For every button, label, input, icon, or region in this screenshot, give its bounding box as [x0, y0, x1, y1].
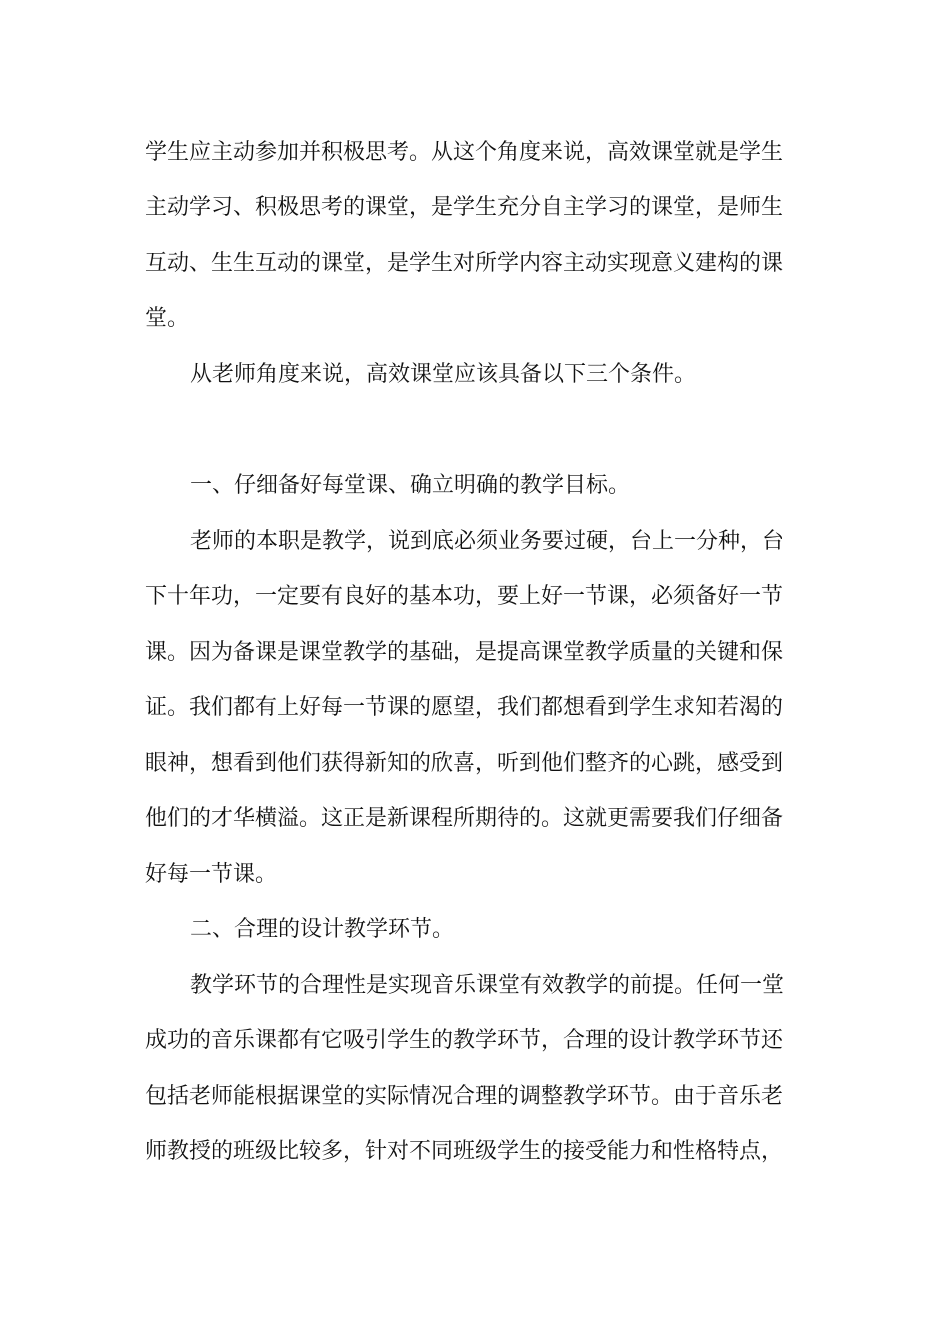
- section-heading-1: 一、仔细备好每堂课、确立明确的教学目标。: [190, 473, 631, 498]
- paragraph-1-line-3: 互动、生生互动的课堂，是学生对所学内容主动实现意义建构的课: [145, 251, 784, 276]
- paragraph-6-line-1: 教学环节的合理性是实现音乐课堂有效教学的前提。任何一堂: [190, 973, 785, 998]
- paragraph-4-line-7: 好每一节课。: [145, 862, 278, 887]
- paragraph-4-line-4: 证。我们都有上好每一节课的愿望，我们都想看到学生求知若渴的: [145, 695, 784, 720]
- paragraph-6-line-3: 包括老师能根据课堂的实际情况合理的调整教学环节。由于音乐老: [145, 1084, 784, 1109]
- paragraph-4-line-2: 下十年功，一定要有良好的基本功，要上好一节课，必须备好一节: [145, 584, 784, 609]
- paragraph-1-line-4: 堂。: [145, 306, 190, 331]
- paragraph-6-line-4: 师教授的班级比较多，针对不同班级学生的接受能力和性格特点，: [145, 1139, 784, 1164]
- paragraph-4-line-6: 他们的才华横溢。这正是新课程所期待的。这就更需要我们仔细备: [145, 806, 784, 831]
- paragraph-1-line-1: 学生应主动参加并积极思考。从这个角度来说，高效课堂就是学生: [145, 140, 784, 165]
- paragraph-4-line-1: 老师的本职是教学，说到底必须业务要过硬，台上一分种，台: [190, 529, 785, 554]
- paragraph-1-line-2: 主动学习、积极思考的课堂，是学生充分自主学习的课堂，是师生: [145, 195, 784, 220]
- paragraph-2-line-1: 从老师角度来说，高效课堂应该具备以下三个条件。: [190, 362, 697, 387]
- paragraph-6-line-2: 成功的音乐课都有它吸引学生的教学环节，合理的设计教学环节还: [145, 1028, 784, 1053]
- paragraph-4-line-3: 课。因为备课是课堂教学的基础，是提高课堂教学质量的关键和保: [145, 640, 784, 665]
- section-heading-2: 二、合理的设计教学环节。: [190, 917, 455, 942]
- paragraph-4-line-5: 眼神，想看到他们获得新知的欣喜，听到他们整齐的心跳，感受到: [145, 751, 784, 776]
